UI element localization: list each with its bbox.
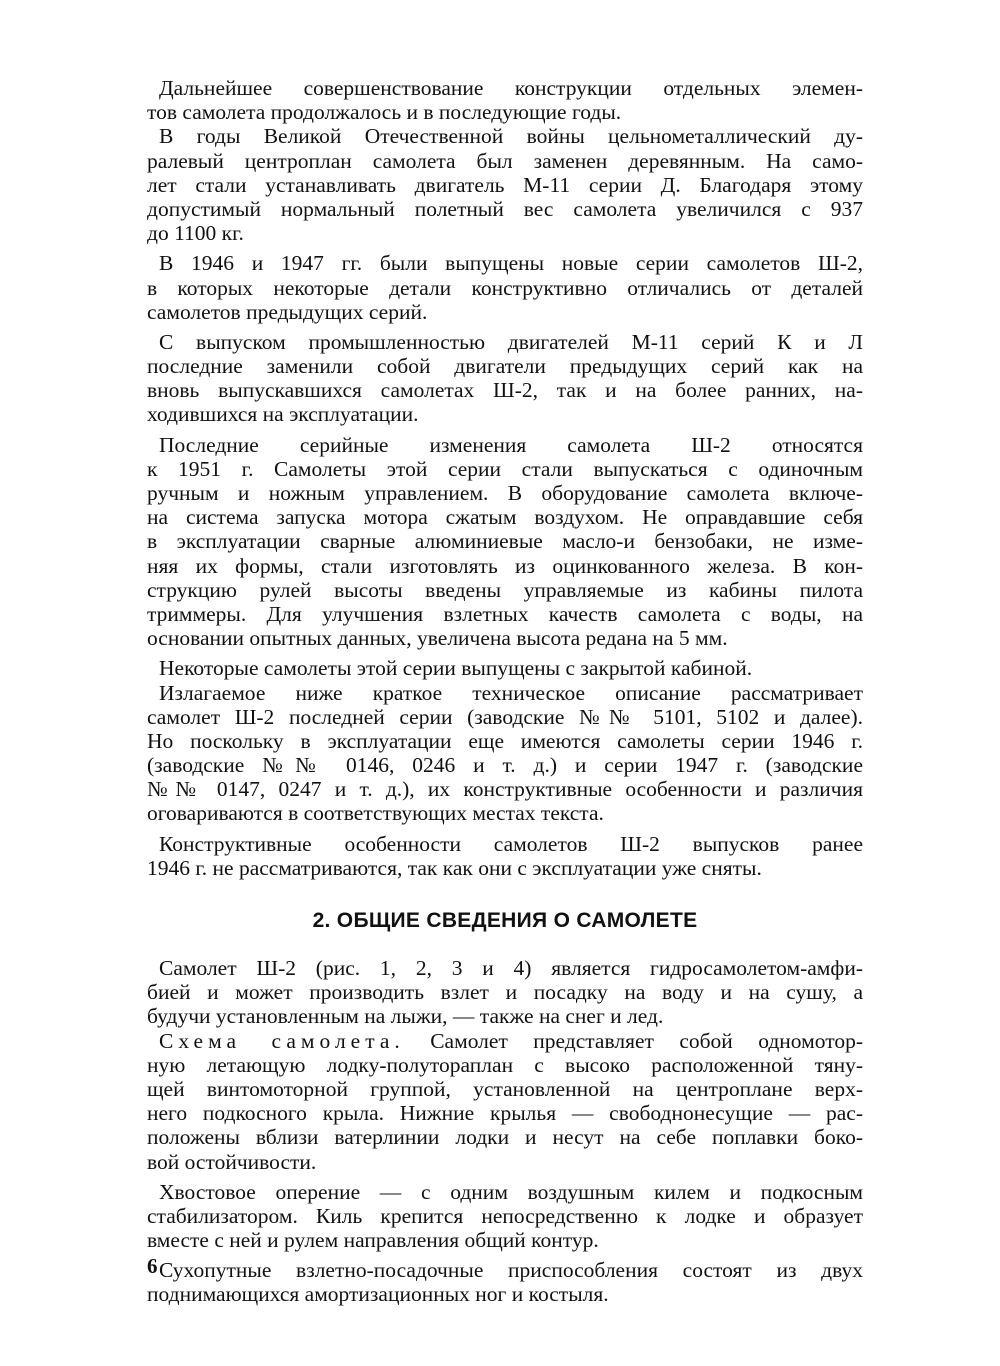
paragraph-description-scope <box>147 681 863 826</box>
text-line: Некоторые самолеты этой серии выпущены с закрытой кабиной. <box>159 656 753 681</box>
text-line: ралевый центроплан самолета был заменен деревянным. На само- <box>147 148 863 173</box>
text-line: лет стали устанавливать двигатель М-11 серии Д. Благодаря этому <box>147 172 863 197</box>
paragraph-landing-gear <box>147 1258 863 1306</box>
text-line: оговариваются в соответствующих местах текста. <box>147 801 604 826</box>
text-line: щей винтомоторной группой, установленной на центроплане верх- <box>147 1076 863 1101</box>
text-line: вновь выпускавшихся самолетах Ш-2, так и на более ранних, на- <box>147 378 863 403</box>
document-page <box>147 76 863 1307</box>
text-line: последние заменили собой двигатели предыдущих серий как на <box>147 354 863 379</box>
text-line: бией и может производить взлет и посадку на воду и на сушу, а <box>147 980 863 1005</box>
text-line: ходившихся на эксплуатации. <box>147 402 419 427</box>
text-line: будучи установленным на лыжи, — также на снег и лед. <box>147 1004 664 1029</box>
text-line: няя их формы, стали изготовлять из оцинкованного железа. В кон- <box>147 553 863 578</box>
paragraph-1951-changes <box>147 433 863 651</box>
paragraph-1946-1947 <box>147 251 863 324</box>
text-line: Конструктивные особенности самолетов Ш-2 выпусков ранее <box>159 831 863 856</box>
text-line: в которых некоторые детали конструктивно отличались от деталей <box>147 275 863 300</box>
paragraph-tail <box>147 1180 863 1253</box>
paragraph-engines <box>147 330 863 427</box>
text-line: вместе с ней и рулем направления общий контур. <box>147 1228 599 1253</box>
text-line: Излагаемое ниже краткое техническое описание рассматривает <box>159 680 863 705</box>
text-line: В 1946 и 1947 гг. были выпущены новые серии самолетов Ш-2, <box>159 251 863 276</box>
spaced-lead-term: Схема самолета. <box>159 1028 405 1053</box>
text-line: него подкосного крыла. Нижние крылья — свободнонесущие — рас- <box>147 1101 863 1126</box>
paragraph-improvements <box>147 76 863 124</box>
paragraph-war-years <box>147 124 863 245</box>
text-fragment: Самолет представляет собой одномотор- <box>404 1028 863 1053</box>
text-line <box>147 1029 863 1053</box>
text-line: №№ 0147, 0247 и т. д.), их конструктивные особенности и различия <box>147 777 863 802</box>
text-line: до 1100 кг. <box>147 221 244 246</box>
text-line: ручным и ножным управлением. В оборудование самолета включе- <box>147 481 863 505</box>
text-line: вой остойчивости. <box>147 1149 317 1174</box>
text-line: основании опытных данных, увеличена высота редана на 5 мм. <box>147 626 728 651</box>
paragraph-amphibian <box>147 956 863 1029</box>
text-line: Но поскольку в эксплуатации еще имеются самолеты серии 1946 г. <box>147 728 863 753</box>
text-line: струкцию рулей высоты введены управляемые из кабины пилота <box>147 577 863 602</box>
text-line: С выпуском промышленностью двигателей М-11 серий К и Л <box>159 329 863 354</box>
text-line: Самолет Ш-2 (рис. 1, 2, 3 и 4) является гидросамолетом-амфи- <box>159 956 863 980</box>
text-line: триммеры. Для улучшения взлетных качеств самолета с воды, на <box>147 601 863 626</box>
paragraph-closed-cabin <box>147 656 863 680</box>
page-number: 6 <box>147 1254 158 1278</box>
section-heading: 2. ОБЩИЕ СВЕДЕНИЯ О САМОЛЕТЕ <box>312 909 698 932</box>
text-line: самолет Ш-2 последней серии (заводские №№ 5101, 5102 и далее). <box>147 704 863 729</box>
text-line: положены вблизи ватерлинии лодки и несут на себе поплавки боко- <box>147 1125 863 1150</box>
text-line: Дальнейшее совершенствование конструкции отдельных элемен- <box>159 76 863 100</box>
text-line: ную летающую лодку-полутораплан с высоко расположенной тяну- <box>147 1052 863 1077</box>
text-line: (заводские №№ 0146, 0246 и т. д.) и серии 1947 г. (заводские <box>147 753 863 778</box>
text-line: Хвостовое оперение — с одним воздушным килем и подкосным <box>159 1179 863 1204</box>
text-line: тов самолета продолжалось и в последующие годы. <box>147 100 622 125</box>
text-line: на система запуска мотора сжатым воздухом. Не оправдавшие себя <box>147 505 863 530</box>
text-line: 1946 г. не рассматриваются, так как они с эксплуатации уже сняты. <box>147 855 762 880</box>
text-line: Последние серийные изменения самолета Ш-2 относятся <box>159 432 863 457</box>
text-line: в эксплуатации сварные алюминиевые масло-и бензобаки, не изме- <box>147 529 863 554</box>
text-line: стабилизатором. Киль крепится непосредственно к лодке и образует <box>147 1203 863 1228</box>
text-line: допустимый нормальный полетный вес самолета увеличился с 937 <box>147 196 863 221</box>
paragraph-layout-scheme <box>147 1029 863 1174</box>
text-line: самолетов предыдущих серий. <box>147 299 428 324</box>
paragraph-earlier-releases <box>147 832 863 880</box>
text-line: поднимающихся амортизационных ног и костыля. <box>147 1282 609 1307</box>
text-line: В годы Великой Отечественной войны цельнометаллический ду- <box>159 124 863 149</box>
text-line: к 1951 г. Самолеты этой серии стали выпускаться с одиночным <box>147 456 863 481</box>
text-line: Сухопутные взлетно-посадочные приспособления состоят из двух <box>159 1258 863 1283</box>
